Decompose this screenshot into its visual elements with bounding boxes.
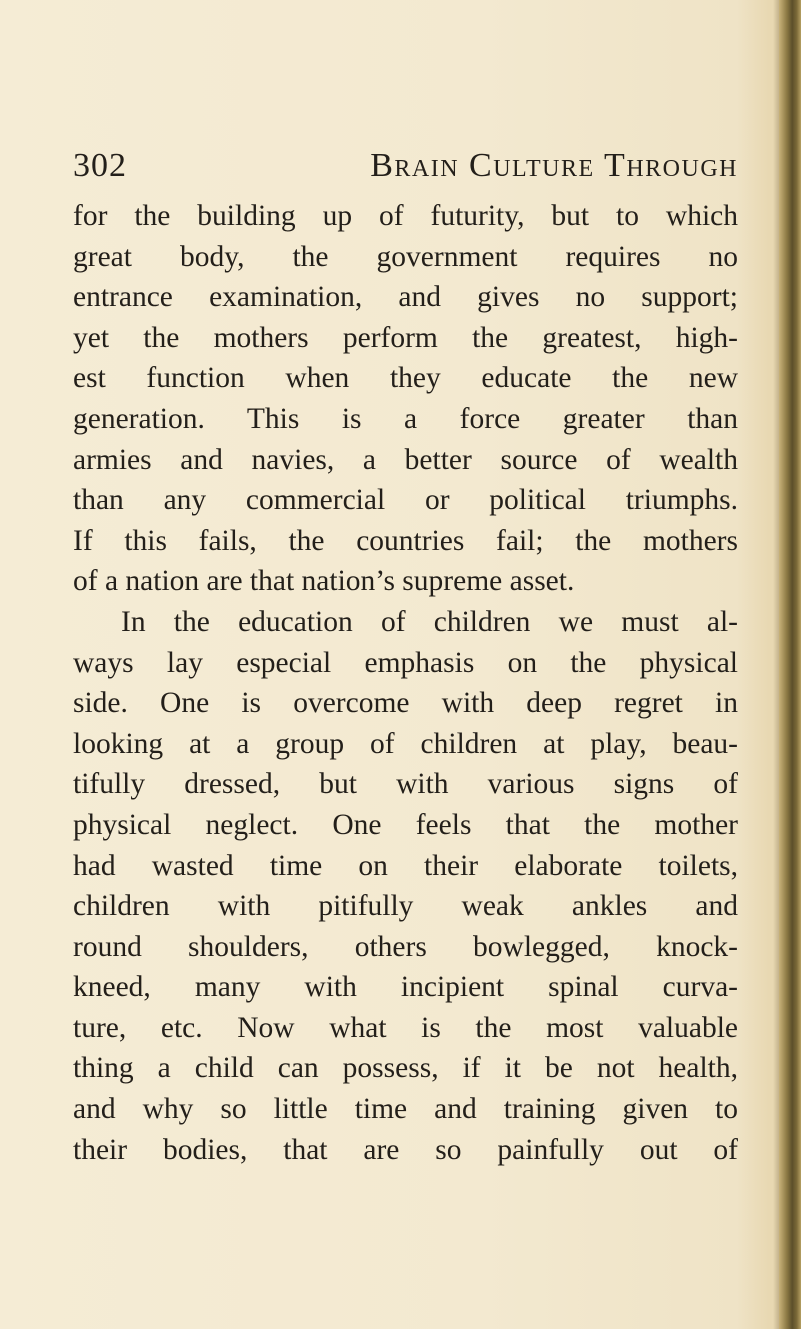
text-line: If this fails, the countries fail; the mothers: [73, 524, 738, 557]
text-line: thing a child can possess, if it be not health,: [73, 1052, 738, 1085]
text-line: their bodies, that are so painfully out of: [73, 1133, 738, 1166]
text-line: and why so little time and training given to: [73, 1093, 738, 1126]
text-line: ways lay especial emphasis on the physical: [73, 646, 738, 679]
text-line: for the building up of futurity, but to which: [73, 200, 738, 232]
page-number: 302: [73, 147, 127, 184]
text-line: than any commercial or political triumphs.: [73, 484, 738, 517]
text-line: generation. This is a force greater than: [73, 402, 738, 435]
text-line: round shoulders, others bowlegged, knock-: [73, 930, 738, 963]
text-line: entrance examination, and gives no support;: [73, 281, 738, 314]
text-line: physical neglect. One feels that the mother: [73, 808, 738, 841]
page-edge-shadow: [779, 0, 801, 1329]
body-text: [73, 196, 738, 1170]
text-line: tifully dressed, but with various signs of: [73, 768, 738, 801]
running-title: Brain Culture Through: [370, 147, 738, 184]
text-line: kneed, many with incipient spinal curva-: [73, 971, 738, 1004]
text-line: ture, etc. Now what is the most valuable: [73, 1011, 738, 1044]
text-line: had wasted time on their elaborate toilets,: [73, 849, 738, 882]
text-line: great body, the government requires no: [73, 240, 738, 273]
text-line: looking at a group of children at play, beau-: [73, 727, 738, 760]
text-line: armies and navies, a better source of wealth: [73, 443, 738, 476]
text-line: est function when they educate the new: [73, 362, 738, 395]
page-header: [73, 146, 738, 186]
text-line: side. One is overcome with deep regret in: [73, 687, 738, 720]
text-line: of a nation are that nation’s supreme asset.: [73, 565, 575, 598]
text-line: children with pitifully weak ankles and: [73, 890, 738, 923]
text-line: yet the mothers perform the greatest, high-: [73, 321, 738, 354]
paragraph-start-line: In the education of children we must al-: [121, 605, 738, 638]
